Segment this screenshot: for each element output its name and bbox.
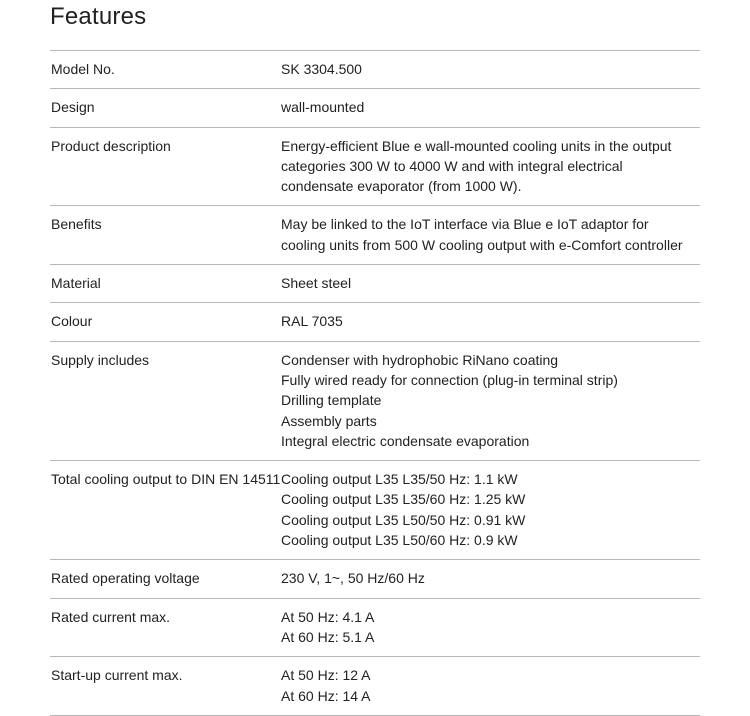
value-line: Fully wired ready for connection (plug-in terminal strip) — [281, 371, 618, 388]
table-row — [50, 461, 700, 560]
table-row — [50, 657, 700, 716]
value-line: May be linked to the IoT interface via Blue e IoT adaptor for cooling units from 500 W cooling output with e-Comfort controller — [281, 216, 683, 253]
row-value — [281, 59, 700, 79]
table-row — [50, 206, 700, 265]
row-label: Design — [51, 99, 95, 116]
value-line: Assembly parts — [281, 412, 377, 429]
row-value — [281, 214, 700, 255]
row-value — [281, 273, 700, 293]
value-line: At 50 Hz: 12 A — [281, 667, 371, 684]
value-line: Condenser with hydrophobic RiNano coating — [281, 351, 559, 368]
table-row — [50, 265, 700, 303]
table-row — [50, 89, 700, 127]
row-label: Material — [51, 275, 101, 292]
value-line: At 50 Hz: 4.1 A — [281, 608, 375, 625]
table-row — [50, 51, 700, 89]
features-section — [50, 0, 700, 716]
value-line: Cooling output L35 L35/50 Hz: 1.1 kW — [281, 471, 518, 488]
table-row — [50, 342, 700, 461]
row-label: Model No. — [51, 61, 115, 77]
value-line: SK 3304.500 — [281, 61, 362, 77]
row-label: Colour — [51, 313, 93, 330]
table-row — [50, 128, 700, 207]
row-label: Rated operating voltage — [51, 570, 200, 587]
table-row — [50, 560, 700, 598]
value-line: At 60 Hz: 14 A — [281, 687, 371, 704]
row-label: Rated current max. — [51, 608, 171, 625]
row-value — [281, 665, 700, 706]
value-line: 230 V, 1~, 50 Hz/60 Hz — [281, 570, 425, 587]
row-value — [281, 350, 700, 451]
value-line: Cooling output L35 L50/50 Hz: 0.91 kW — [281, 511, 526, 528]
row-label: Total cooling output to DIN EN 14511 — [51, 471, 281, 488]
value-line: Drilling template — [281, 392, 382, 409]
table-row — [50, 599, 700, 658]
row-label: Benefits — [51, 216, 102, 233]
value-line: Cooling output L35 L35/60 Hz: 1.25 kW — [281, 491, 526, 508]
table-row — [50, 303, 700, 341]
row-value — [281, 607, 700, 648]
row-label: Supply includes — [51, 351, 150, 368]
value-line: Integral electric condensate evaporation — [281, 432, 530, 449]
row-value — [281, 97, 700, 117]
value-line: Energy-efficient Blue e wall-mounted cooling units in the output categories 300 W to 4000 W and with integral electrical condensate evaporator (from 1000 W). — [281, 137, 672, 195]
value-line: Sheet steel — [281, 275, 352, 292]
features-table — [50, 50, 700, 716]
value-line: At 60 Hz: 5.1 A — [281, 628, 375, 645]
row-value — [281, 136, 700, 197]
value-line: RAL 7035 — [281, 313, 343, 330]
row-value — [281, 469, 700, 550]
page-title: Features — [50, 3, 147, 30]
row-value — [281, 568, 700, 588]
row-label: Product description — [51, 137, 171, 154]
value-line: Cooling output L35 L50/60 Hz: 0.9 kW — [281, 532, 518, 549]
value-line: wall-mounted — [281, 99, 365, 116]
row-value — [281, 311, 700, 331]
row-label: Start-up current max. — [51, 667, 183, 684]
